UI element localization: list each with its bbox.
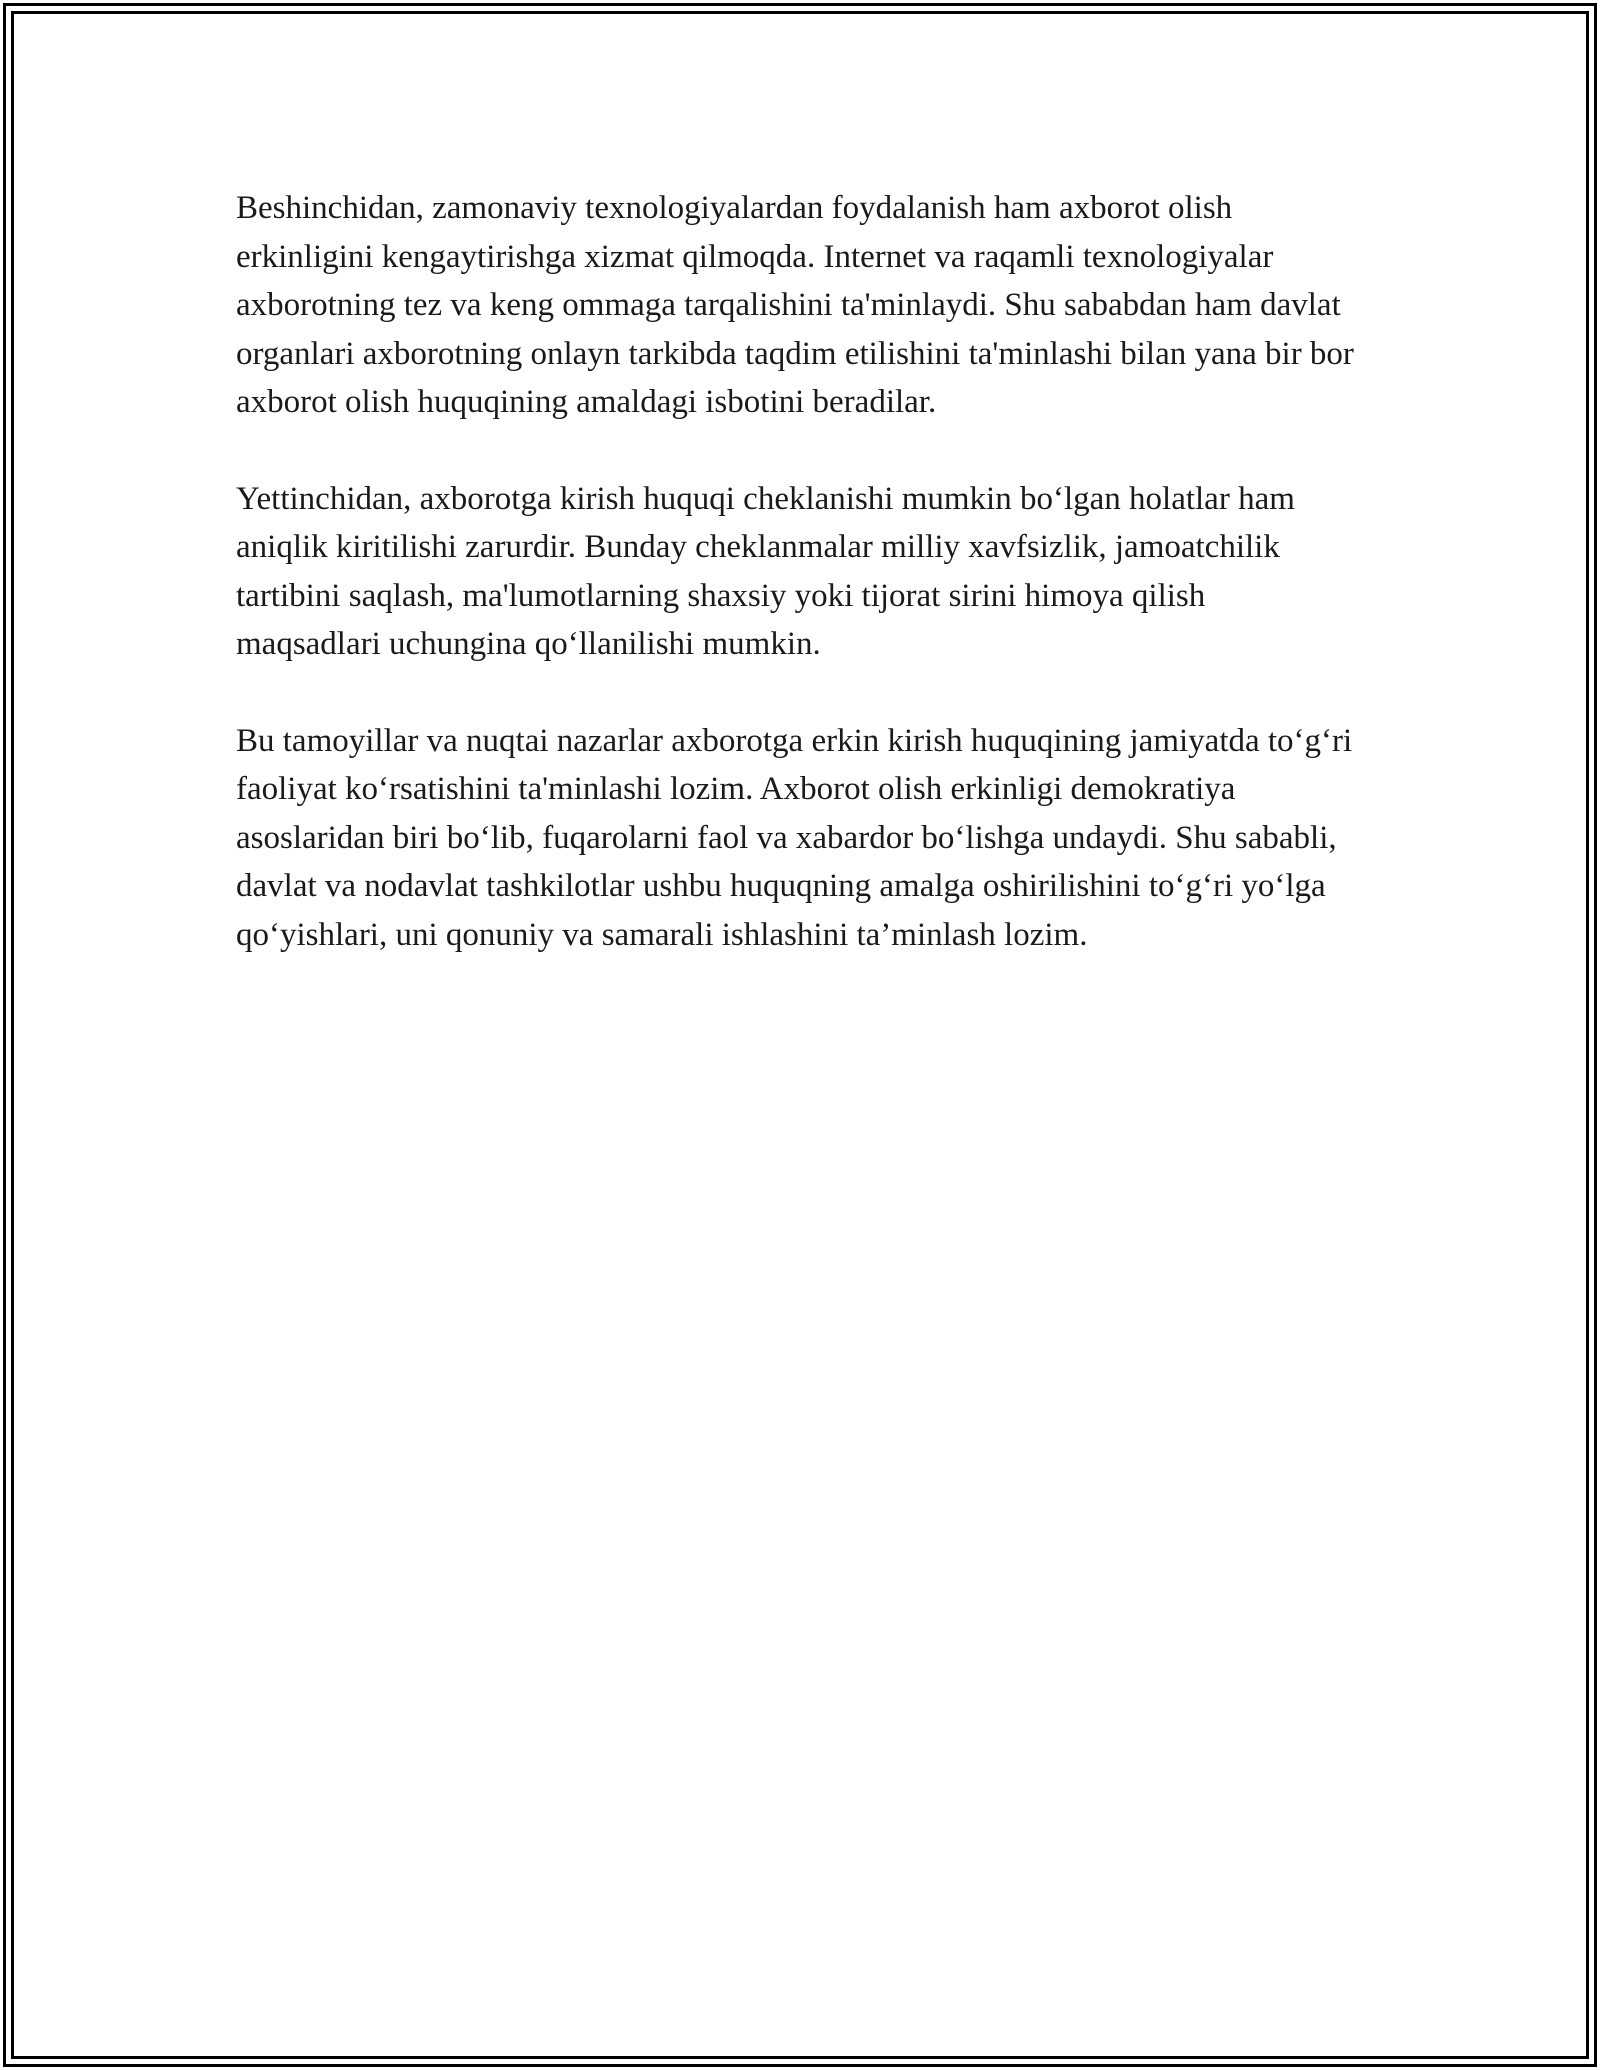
paragraph-conclusion: Bu tamoyillar va nuqtai nazarlar axborotga erkin kirish huquqining jamiyatda to‘g‘ri faoliyat ko‘rsatishini ta'minlashi lozim. Axborot olish erkinligi demokratiya asoslaridan biri bo‘lib, fuqarolarni faol va xabardor bo‘lishga undaydi. Shu sababli, davlat va nodavlat tashkilotlar ushbu huquqning amalga oshirilishini to‘g‘ri yo‘lga qo‘yishlari, uni qonuniy va samarali ishlashini ta’minlash lozim. [236,722,1353,953]
paragraph-seventh-point: Yettinchidan, axborotga kirish huquqi cheklanishi mumkin bo‘lgan holatlar ham aniqlik kiritilishi zarurdir. Bunday cheklanmalar milliy xavfsizlik, jamoatchilik tartibini saqlash, ma'lumotlarning shaxsiy yoki tijorat sirini himoya qilish maqsadlari uchungina qo‘llanilishi mumkin. [236,480,1295,662]
paragraph-fifth-point: Beshinchidan, zamonaviy texnologiyalardan foydalanish ham axborot olish erkinligini kengaytirishga xizmat qilmoqda. Internet va raqamli texnologiyalar axborotning tez va keng ommaga tarqalishini ta'minlaydi. Shu sababdan ham davlat organlari axborotning onlayn tarkibda taqdim etilishini ta'minlashi bilan yana bir bor axborot olish huquqining amaldagi isbotini beradilar. [236,190,1354,420]
document-body [236,184,1356,1007]
